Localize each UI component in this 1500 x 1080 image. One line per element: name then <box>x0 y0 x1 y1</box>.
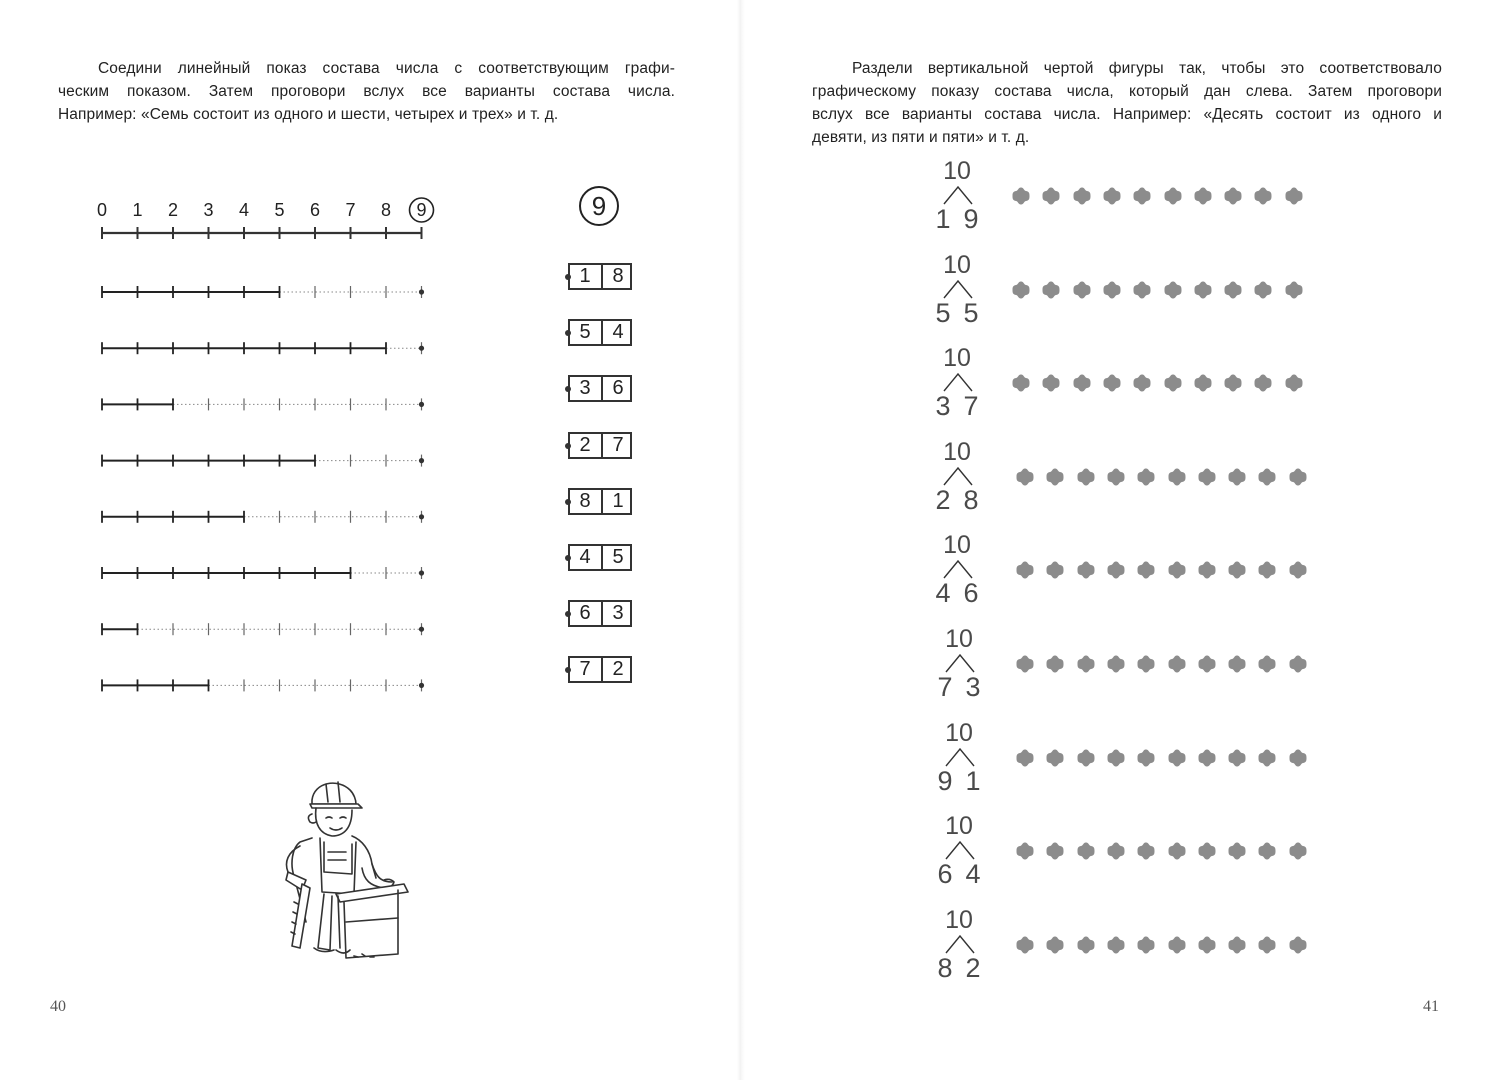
bead-shape-icon <box>1077 936 1095 954</box>
pair-box-right-value: 5 <box>601 546 633 569</box>
number-decomposition <box>922 158 992 242</box>
bead-shape-icon <box>1198 842 1216 860</box>
boy-carpenter-illustration <box>266 772 416 962</box>
right-instruction <box>812 57 1442 149</box>
bead-shape-icon <box>1228 749 1246 767</box>
bead-shape-icon <box>1168 468 1186 486</box>
pair-box-left-value: 5 <box>579 321 591 344</box>
bead-shape-icon <box>1289 561 1307 579</box>
pair-box-left-value: 1 <box>579 265 591 287</box>
bead-shape-icon <box>1046 468 1064 486</box>
pair-box-right-value: 2 <box>601 658 633 681</box>
decomposition-part-b: 1 <box>965 765 981 796</box>
decomposition-whole: 10 <box>943 437 971 466</box>
bead-shape-icon <box>1077 468 1095 486</box>
segment-end-dot[interactable] <box>419 683 424 688</box>
left-instruction <box>58 57 675 126</box>
pair-box[interactable] <box>568 488 632 515</box>
pair-box[interactable] <box>568 656 632 683</box>
bead-shape-icon <box>1016 842 1034 860</box>
decomposition-part-b: 5 <box>963 297 979 328</box>
bead-shape-icon <box>1077 749 1095 767</box>
bead-shape-icon <box>1046 561 1064 579</box>
decomposition-part-b: 9 <box>963 204 979 234</box>
bead-shape-icon <box>1103 374 1121 392</box>
decomposition-part-b: 7 <box>963 391 979 422</box>
bead-shape-icon <box>1198 468 1216 486</box>
decomposition-whole: 10 <box>945 625 973 653</box>
decomposition-whole: 10 <box>945 718 973 747</box>
bead-shape-icon <box>1168 842 1186 860</box>
bead-shape-icon <box>1228 842 1246 860</box>
bead-shape-icon <box>1103 281 1121 299</box>
right-instruction-line-2: графическому показу состава числа, который дан слева. Затем проговори <box>812 83 1442 100</box>
bead-shape-icon <box>1194 187 1212 205</box>
number-line-label: 1 <box>132 200 143 220</box>
pair-box-left-value: 6 <box>579 602 591 625</box>
bead-shape-icon <box>1258 655 1276 673</box>
bead-shape-icon <box>1228 936 1246 954</box>
segment-row[interactable] <box>102 511 424 523</box>
bead-shape-icon <box>1137 468 1155 486</box>
bead-shape-icon <box>1016 561 1034 579</box>
bead-shape-icon <box>1289 468 1307 486</box>
bead-shape-icon <box>1168 561 1186 579</box>
decomposition-whole: 10 <box>943 344 971 373</box>
number-decomposition <box>924 626 994 710</box>
bead-shape-icon <box>1198 655 1216 673</box>
decomposition-branch-icon <box>941 558 975 580</box>
number-decomposition <box>922 345 992 429</box>
pair-box-left-value: 7 <box>579 658 591 681</box>
pair-box[interactable] <box>568 544 632 571</box>
number-line-label: 8 <box>380 200 392 220</box>
bead-shape-icon <box>1198 936 1216 954</box>
bead-shape-icon <box>1258 749 1276 767</box>
number-line-label: 5 <box>274 200 285 220</box>
pair-box[interactable] <box>568 432 632 459</box>
bead-shape-icon <box>1228 468 1246 486</box>
pair-box[interactable] <box>568 263 632 290</box>
pair-box-right-value: 7 <box>601 434 633 457</box>
number-decomposition <box>922 252 992 336</box>
bead-shape-icon <box>1254 281 1272 299</box>
number-line-label: 0 <box>96 200 108 220</box>
segment-row[interactable] <box>102 342 424 354</box>
left-instruction-line-1: Соедини линейный показ состава числа с соответствующим графи- <box>98 60 675 77</box>
right-page-number: 41 <box>1423 998 1439 1015</box>
bead-shape-icon <box>1285 281 1303 299</box>
bead-shape-icon <box>1137 749 1155 767</box>
right-instruction-line-1: Раздели вертикальной чертой фигуры так, чтобы это соответствовало <box>852 60 1442 77</box>
number-line-label: 9 <box>416 200 427 220</box>
bead-shape-icon <box>1224 374 1242 392</box>
bead-shape-icon <box>1258 561 1276 579</box>
bead-shape-icon <box>1107 842 1125 860</box>
segment-end-dot[interactable] <box>419 346 424 351</box>
decomposition-part-a: 5 <box>935 297 951 328</box>
bead-shape-icon <box>1016 936 1034 954</box>
bead-shape-icon <box>1077 655 1095 673</box>
left-page <box>0 0 740 1080</box>
bead-shape-icon <box>1046 842 1064 860</box>
pair-box[interactable] <box>568 319 632 346</box>
bead-shape-icon <box>1137 655 1155 673</box>
decomposition-whole: 10 <box>943 531 971 560</box>
bead-shape-icon <box>1137 936 1155 954</box>
bead-shape-icon <box>1016 468 1034 486</box>
decomposition-part-b: 6 <box>963 578 979 609</box>
bead-shape-icon <box>1289 936 1307 954</box>
pair-box-right-value: 4 <box>601 321 633 344</box>
bead-shape-icon <box>1254 374 1272 392</box>
bead-shape-icon <box>1224 187 1242 205</box>
number-decomposition <box>924 720 994 804</box>
bead-shape-icon <box>1289 655 1307 673</box>
number-decomposition <box>922 439 992 523</box>
segment-end-dot[interactable] <box>419 627 424 632</box>
number-line-label: 3 <box>203 200 214 220</box>
pair-box[interactable] <box>568 375 632 402</box>
bead-shape-icon <box>1137 561 1155 579</box>
bead-shape-icon <box>1077 842 1095 860</box>
left-instruction-line-3: Например: «Семь состоит из одного и шести, четырех и трех» и т. д. <box>58 106 559 123</box>
bead-shape-icon <box>1133 187 1151 205</box>
decomposition-part-b: 3 <box>965 672 981 702</box>
decomposition-part-b: 8 <box>963 484 979 515</box>
pair-box-left-value: 2 <box>579 433 591 456</box>
bead-shape-icon <box>1012 187 1030 205</box>
decomposition-branch-icon <box>943 839 977 861</box>
decomposition-part-a: 7 <box>937 672 953 702</box>
number-decomposition <box>924 813 994 897</box>
bead-shape-icon <box>1046 655 1064 673</box>
number-line-label: 7 <box>345 200 356 220</box>
bead-shape-icon <box>1164 374 1182 392</box>
segment-row[interactable] <box>102 286 424 298</box>
bead-shape-icon <box>1289 842 1307 860</box>
pair-box-left-value: 8 <box>579 489 591 512</box>
bead-shape-icon <box>1133 374 1151 392</box>
pair-box-left-value: 4 <box>579 546 591 568</box>
bead-shape-icon <box>1164 187 1182 205</box>
number-decomposition <box>924 907 994 991</box>
bead-shape-icon <box>1012 281 1030 299</box>
bead-shape-icon <box>1258 842 1276 860</box>
right-instruction-line-4: девяти, из пяти и пяти» и т. д. <box>812 129 1030 146</box>
pair-box[interactable] <box>568 600 632 627</box>
segment-rows <box>80 270 460 700</box>
left-instruction-line-2: ческим показом. Затем проговори вслух все варианты состава числа. <box>58 83 675 100</box>
segment-row[interactable] <box>102 567 424 579</box>
pair-box-right-value: 3 <box>601 602 633 625</box>
target-number-circle: 9 <box>579 186 619 226</box>
bead-shape-icon <box>1042 281 1060 299</box>
decomposition-branch-icon <box>941 371 975 393</box>
left-page-number: 40 <box>50 998 66 1015</box>
segment-row[interactable] <box>102 679 424 691</box>
bead-shape-icon <box>1194 374 1212 392</box>
bead-shape-icon <box>1016 749 1034 767</box>
decomposition-branch-icon <box>941 184 975 206</box>
number-line <box>80 190 460 250</box>
pair-box-right-value: 1 <box>601 490 633 513</box>
bead-shape-icon <box>1073 187 1091 205</box>
decomposition-whole: 10 <box>943 157 971 185</box>
bead-shape-icon <box>1012 374 1030 392</box>
decomposition-part-a: 2 <box>935 484 951 515</box>
bead-shape-icon <box>1103 187 1121 205</box>
decomposition-part-b: 2 <box>965 952 981 983</box>
decomposition-part-a: 4 <box>935 578 951 609</box>
pair-box-right-value: 6 <box>601 377 633 400</box>
segment-end-dot[interactable] <box>419 289 424 294</box>
bead-shape-icon <box>1289 749 1307 767</box>
decomposition-part-a: 1 <box>935 204 951 234</box>
bead-shape-icon <box>1254 187 1272 205</box>
right-page <box>740 0 1500 1080</box>
decomposition-part-a: 8 <box>937 952 953 983</box>
bead-shape-icon <box>1107 655 1125 673</box>
segment-row[interactable] <box>102 398 424 410</box>
bead-shape-icon <box>1107 749 1125 767</box>
decomposition-whole: 10 <box>943 250 971 279</box>
bead-shape-icon <box>1107 468 1125 486</box>
segment-row[interactable] <box>102 623 424 635</box>
decomposition-whole: 10 <box>945 812 973 841</box>
bead-shape-icon <box>1133 281 1151 299</box>
decomposition-branch-icon <box>943 652 977 674</box>
bead-shape-icon <box>1107 936 1125 954</box>
bead-shape-icon <box>1168 936 1186 954</box>
bead-shape-icon <box>1042 187 1060 205</box>
bead-shape-icon <box>1107 561 1125 579</box>
decomposition-whole: 10 <box>945 905 973 934</box>
pair-box-right-value: 8 <box>601 265 633 288</box>
decomposition-branch-icon <box>941 278 975 300</box>
bead-shape-icon <box>1228 655 1246 673</box>
decomposition-branch-icon <box>941 465 975 487</box>
bead-shape-icon <box>1073 281 1091 299</box>
bead-shape-icon <box>1258 936 1276 954</box>
bead-shape-icon <box>1046 936 1064 954</box>
bead-shape-icon <box>1016 655 1034 673</box>
segment-row[interactable] <box>102 455 424 467</box>
bead-shape-icon <box>1073 374 1091 392</box>
right-instruction-line-3: вслух все варианты состава числа. Например: «Десять состоит из одного и <box>812 106 1442 123</box>
decomposition-branch-icon <box>943 933 977 955</box>
bead-shape-icon <box>1224 281 1242 299</box>
bead-shape-icon <box>1198 749 1216 767</box>
bead-shape-icon <box>1258 468 1276 486</box>
number-line-label: 6 <box>309 200 321 220</box>
segment-end-dot[interactable] <box>419 514 424 519</box>
bead-shape-icon <box>1285 187 1303 205</box>
bead-shape-icon <box>1285 374 1303 392</box>
bead-shape-icon <box>1228 561 1246 579</box>
decomposition-part-b: 4 <box>965 859 981 890</box>
segment-end-dot[interactable] <box>419 570 424 575</box>
bead-shape-icon <box>1198 561 1216 579</box>
bead-shape-icon <box>1168 655 1186 673</box>
decomposition-branch-icon <box>943 746 977 768</box>
bead-shape-icon <box>1042 374 1060 392</box>
bead-shape-icon <box>1046 749 1064 767</box>
segment-end-dot[interactable] <box>419 458 424 463</box>
decomposition-part-a: 9 <box>937 765 953 796</box>
bead-shape-icon <box>1077 561 1095 579</box>
pair-box-left-value: 3 <box>579 377 591 400</box>
bead-shape-icon <box>1164 281 1182 299</box>
decomposition-part-a: 6 <box>937 859 953 890</box>
decomposition-part-a: 3 <box>935 391 951 422</box>
bead-shape-icon <box>1194 281 1212 299</box>
bead-shape-icon <box>1137 842 1155 860</box>
number-decomposition <box>922 532 992 616</box>
number-line-label: 4 <box>238 200 250 220</box>
bead-shape-icon <box>1168 749 1186 767</box>
number-line-label: 2 <box>167 200 179 220</box>
segment-end-dot[interactable] <box>419 402 424 407</box>
